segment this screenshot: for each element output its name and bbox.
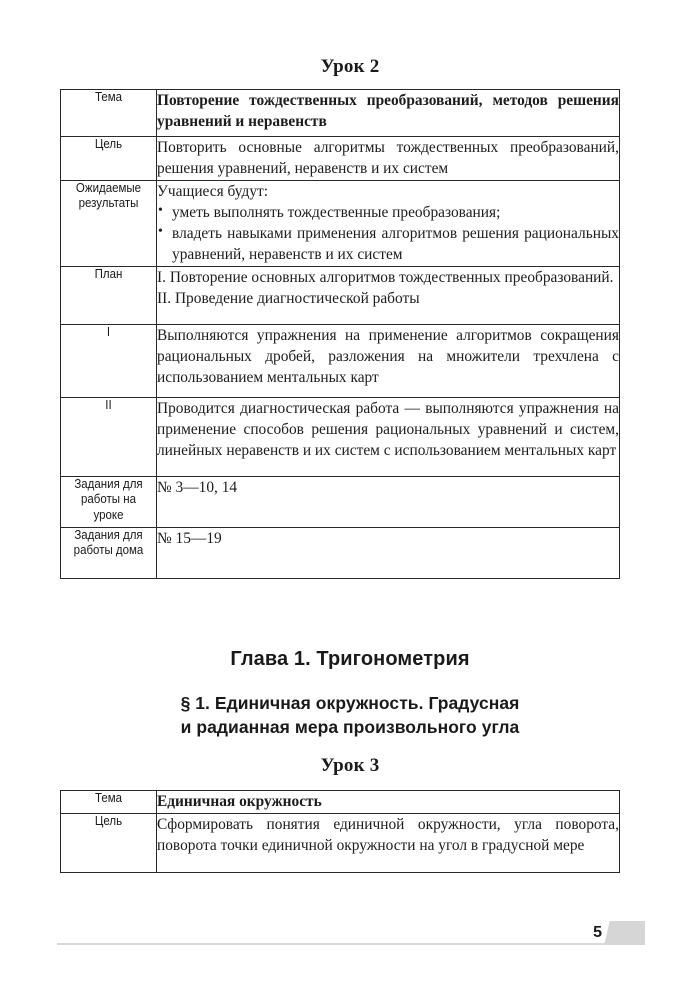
table-row bbox=[61, 476, 620, 527]
row-content-cel: Сформировать понятия единичной окружности, угла поворота, поворота точки единичной окружности на угол в градусной мере bbox=[157, 814, 620, 873]
row-content-stage-2: Проводится диагностическая работа — выполняются упражнения на применение способов решения рациональных уравнений и систем, линейных неравенств и их систем с использованием ментальных карт bbox=[157, 397, 620, 476]
expected-results-intro: Учащиеся будут: bbox=[157, 182, 269, 200]
lesson-2-title: Урок 2 bbox=[320, 56, 380, 77]
row-content-classwork: № 3—10, 14 bbox=[157, 476, 620, 527]
row-label-stage-1: I bbox=[61, 324, 157, 397]
lesson-3-title: Урок 3 bbox=[320, 755, 380, 776]
row-label-plan: План bbox=[61, 266, 157, 324]
section-title bbox=[0, 692, 700, 739]
expected-results-list bbox=[157, 202, 619, 266]
corner-tab-decoration bbox=[604, 921, 645, 945]
row-label-cel: Цель bbox=[61, 814, 157, 873]
table-row bbox=[61, 137, 620, 181]
row-label-tema: Тема bbox=[61, 90, 157, 137]
lesson-2-table-wrapper bbox=[60, 89, 620, 579]
chapter-title: Глава 1. Тригонометрия bbox=[230, 648, 470, 670]
row-label-classwork: Задания для работы на уроке bbox=[61, 476, 157, 527]
table-row bbox=[61, 814, 620, 873]
section-heading-wrapper bbox=[0, 692, 700, 739]
table-row bbox=[61, 266, 620, 324]
plan-line-2: II. Проведение диагностической работы bbox=[157, 289, 420, 307]
list-item: • уметь выполнять тождественные преобразования; bbox=[157, 202, 619, 223]
footer-divider bbox=[57, 943, 605, 945]
lesson-3-table bbox=[60, 790, 620, 873]
lesson-2-table bbox=[60, 89, 620, 579]
lesson-2-heading-wrapper bbox=[0, 56, 700, 78]
table-row bbox=[61, 180, 620, 266]
row-label-expected-results: Ожидаемые результаты bbox=[61, 180, 157, 266]
row-label-cel: Цель bbox=[61, 137, 157, 181]
section-title-line-1: § 1. Единичная окружность. Градусная bbox=[180, 693, 520, 713]
list-item: • владеть навыками применения алгоритмов решения рациональных уравнений, неравенств и их систем bbox=[157, 223, 619, 266]
table-row bbox=[61, 791, 620, 814]
row-content-plan bbox=[157, 266, 620, 324]
page-footer bbox=[0, 920, 700, 960]
row-label-homework: Задания для работы дома bbox=[61, 527, 157, 578]
row-content-tema: Единичная окружность bbox=[157, 791, 620, 814]
table-row bbox=[61, 527, 620, 578]
lesson-3-table-wrapper bbox=[60, 790, 620, 873]
row-content-expected-results bbox=[157, 180, 620, 266]
section-title-line-2: и радианная мера произвольного угла bbox=[180, 716, 520, 737]
table-row bbox=[61, 397, 620, 476]
row-content-tema: Повторение тождественных преобразований, методов решения уравнений и неравенств bbox=[157, 90, 620, 137]
row-label-stage-2: II bbox=[61, 397, 157, 476]
row-content-homework: № 15—19 bbox=[157, 527, 620, 578]
page-number: 5 bbox=[593, 924, 602, 941]
row-content-cel: Повторить основные алгоритмы тождественных преобразований, решения уравнений, неравенств и их систем bbox=[157, 137, 620, 181]
row-label-tema: Тема bbox=[61, 791, 157, 814]
table-row bbox=[61, 90, 620, 137]
plan-line-1: I. Повторение основных алгоритмов тождественных преобразований. bbox=[157, 268, 614, 286]
row-content-stage-1: Выполняются упражнения на применение алгоритмов сокращения рациональных дробей, разложения на множители трехчлена с использованием ментальных карт bbox=[157, 324, 620, 397]
table-row bbox=[61, 324, 620, 397]
chapter-heading-wrapper bbox=[0, 648, 700, 671]
lesson-3-heading-wrapper bbox=[0, 755, 700, 777]
